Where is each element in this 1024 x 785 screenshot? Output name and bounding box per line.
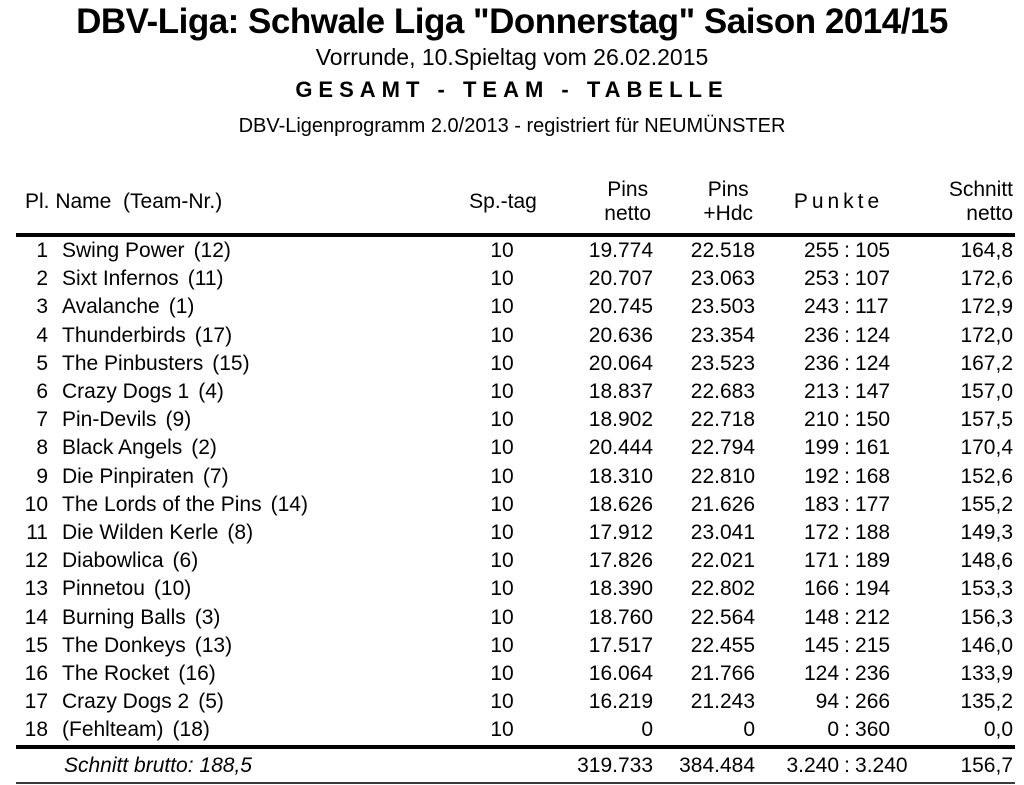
team-number: (8) [227, 521, 254, 545]
pins-hdc-cell: 22.564 [690, 605, 756, 629]
points-for: 236 [803, 351, 840, 375]
team-name: Swing Power [62, 239, 185, 262]
points-for: 192 [803, 464, 840, 488]
matchday-cell: 10 [490, 408, 514, 432]
average-netto-cell: 148,6 [960, 549, 1014, 573]
pins-hdc-cell: 23.063 [690, 267, 756, 291]
team-name-cell [52, 434, 442, 462]
pins-hdc-cell: 23.523 [690, 351, 756, 375]
matchday-cell: 10 [490, 605, 514, 629]
table-row [16, 660, 1015, 688]
rank-cell: 13 [24, 577, 48, 601]
team-name-cell [52, 463, 442, 491]
average-netto-cell: 172,9 [960, 295, 1014, 319]
points-against: 215 [855, 633, 891, 657]
pins-hdc-cell: 22.021 [690, 549, 756, 573]
team-name: Diabowlica [62, 549, 164, 573]
points-cell [760, 519, 905, 547]
points-separator: : [844, 267, 850, 291]
rank-cell: 17 [24, 690, 48, 714]
page-title: DBV-Liga: Schwale Liga "Donnerstag" Saison 2014/15 [76, 2, 948, 41]
pins-netto-cell: 17.826 [588, 549, 654, 573]
table-row [16, 378, 1015, 406]
pins-netto-cell: 20.745 [588, 295, 654, 319]
team-name: Crazy Dogs 1 [62, 380, 190, 404]
average-netto-cell: 172,0 [960, 323, 1014, 347]
team-number: (14) [270, 492, 308, 516]
pins-hdc-cell: 22.683 [690, 380, 756, 404]
pins-netto-cell: 19.774 [588, 239, 654, 262]
team-name-cell [52, 660, 442, 688]
team-name: Black Angels [62, 436, 183, 460]
points-against: 107 [855, 267, 891, 291]
rank-cell: 2 [36, 267, 48, 291]
points-separator: : [844, 351, 850, 375]
points-for: 253 [803, 267, 840, 291]
matchday-cell: 10 [490, 464, 514, 488]
pins-hdc-cell: 21.626 [690, 492, 756, 516]
matchday-cell: 10 [490, 295, 514, 319]
points-for: 183 [803, 492, 840, 516]
matchday-cell: 10 [490, 690, 514, 714]
points-cell [760, 265, 905, 293]
team-name-cell [52, 688, 442, 716]
column-header-place-name: Pl. Name (Team-Nr.) [16, 170, 442, 235]
points-separator: : [844, 380, 850, 404]
rank-cell: 12 [24, 549, 48, 573]
points-for: 236 [803, 323, 840, 347]
points-against: 124 [855, 323, 891, 347]
points-cell [760, 575, 905, 603]
pins-hdc-cell: 23.503 [690, 295, 756, 319]
team-number: (3) [194, 605, 221, 629]
column-header-matchday: Sp.-tag [442, 170, 552, 235]
points-cell [760, 406, 905, 434]
points-separator: : [844, 295, 850, 319]
team-number: (5) [198, 690, 224, 714]
total-points-against: 3.240 [855, 753, 908, 777]
average-netto-cell: 146,0 [960, 633, 1014, 657]
team-name-cell [52, 293, 442, 321]
table-row [16, 322, 1015, 350]
pins-netto-cell: 17.517 [588, 633, 654, 657]
pins-netto-cell: 17.912 [588, 521, 654, 545]
pins-netto-cell: 20.636 [588, 323, 654, 347]
pins-hdc-cell: 22.802 [690, 577, 756, 601]
points-separator: : [844, 239, 850, 262]
points-cell [760, 547, 905, 575]
table-body [16, 235, 1015, 747]
pins-netto-cell: 0 [552, 716, 657, 746]
matchday-cell: 10 [490, 492, 514, 516]
team-name-cell [52, 350, 442, 378]
points-for: 148 [803, 605, 840, 629]
table-row [16, 491, 1015, 519]
matchday-cell: 10 [490, 323, 514, 347]
team-name: Pinnetou [62, 577, 145, 601]
matchday-cell: 10 [490, 436, 514, 460]
points-separator: : [844, 549, 850, 573]
points-for: 94 [815, 690, 840, 714]
team-number: (7) [202, 464, 229, 488]
total-average-netto: 156,7 [905, 747, 1015, 783]
rank-cell: 16 [24, 662, 48, 686]
matchday-cell: 10 [490, 521, 514, 545]
team-name: Crazy Dogs 2 [62, 690, 190, 714]
team-number: (16) [178, 662, 216, 686]
team-name: Die Wilden Kerle [62, 521, 219, 545]
rank-cell: 11 [26, 521, 48, 545]
points-separator: : [844, 753, 850, 777]
points-separator: : [844, 464, 850, 488]
average-netto-cell: 157,5 [960, 408, 1014, 432]
pins-hdc-cell: 21.766 [690, 662, 756, 686]
average-netto-cell: 172,6 [960, 267, 1014, 291]
team-name-cell [52, 716, 442, 746]
pins-netto-cell: 16.219 [588, 690, 654, 714]
table-row [16, 235, 1015, 265]
table-header [16, 170, 1015, 235]
team-number: (12) [193, 239, 231, 262]
team-name: Avalanche [62, 295, 160, 319]
matchday-cell: 10 [490, 351, 514, 375]
pins-hdc-cell: 22.518 [690, 239, 756, 262]
points-separator: : [844, 436, 850, 460]
points-against: 150 [855, 408, 891, 432]
points-against: 194 [855, 577, 891, 601]
table-row [16, 463, 1015, 491]
pins-netto-cell: 18.310 [588, 464, 654, 488]
column-header-pins-netto: Pins netto [552, 170, 657, 235]
rank-cell: 9 [36, 464, 48, 488]
pins-hdc-cell: 0 [657, 716, 760, 746]
points-for: 243 [803, 295, 840, 319]
table-row [16, 519, 1015, 547]
team-name-cell [52, 406, 442, 434]
pins-hdc-cell: 21.243 [690, 690, 756, 714]
rank-cell: 4 [36, 323, 48, 347]
points-against: 212 [855, 605, 891, 629]
team-name-cell [52, 491, 442, 519]
rank-cell: 14 [24, 605, 48, 629]
rank-cell: 10 [24, 492, 48, 516]
team-number: (2) [191, 436, 217, 460]
points-cell [760, 293, 905, 321]
team-name-cell [52, 575, 442, 603]
table-footer [16, 747, 1015, 783]
table-header-row [16, 170, 1015, 235]
team-name: The Donkeys [62, 633, 186, 657]
table-row [16, 434, 1015, 462]
team-number: (17) [194, 323, 233, 347]
points-for: 171 [803, 549, 840, 573]
matchday-cell: 10 [490, 633, 514, 657]
league-table [16, 170, 1015, 784]
points-against: 188 [855, 521, 891, 545]
pins-netto-cell: 20.444 [588, 436, 654, 460]
table-row [16, 350, 1015, 378]
table-row [16, 547, 1015, 575]
team-name-cell [52, 378, 442, 406]
column-header-average-netto: Schnitt netto [905, 170, 1015, 235]
points-separator: : [844, 605, 850, 629]
average-netto-cell: 164,8 [960, 239, 1014, 262]
table-row [16, 688, 1015, 716]
points-against: 124 [855, 351, 891, 375]
team-number: (9) [165, 408, 192, 432]
team-name-cell [52, 604, 442, 632]
rank-cell: 1 [36, 239, 48, 262]
pins-netto-cell: 18.902 [588, 408, 654, 432]
points-against: 360 [855, 718, 891, 742]
team-name-cell [52, 322, 442, 350]
team-name-cell [52, 632, 442, 660]
pins-netto-cell: 18.837 [588, 380, 654, 404]
pins-hdc-cell: 22.455 [690, 633, 756, 657]
table-row [16, 604, 1015, 632]
table-row [16, 406, 1015, 434]
matchday-cell: 10 [490, 239, 514, 262]
average-netto-cell: 156,3 [960, 605, 1014, 629]
team-name: The Pinbusters [62, 351, 204, 375]
points-separator: : [844, 521, 850, 545]
average-netto-cell: 167,2 [960, 351, 1014, 375]
team-name: Sixt Infernos [62, 267, 179, 291]
average-netto-cell: 0,0 [905, 716, 1015, 746]
points-against: 266 [855, 690, 891, 714]
team-number: (13) [194, 633, 233, 657]
points-against: 177 [855, 492, 891, 516]
team-name: The Lords of the Pins [62, 492, 262, 516]
team-name-cell [52, 519, 442, 547]
program-info-line: DBV-Ligenprogramm 2.0/2013 - registriert für NEUMÜNSTER [238, 115, 786, 137]
points-cell [760, 604, 905, 632]
points-separator: : [844, 718, 850, 742]
pins-netto-cell: 20.064 [588, 351, 654, 375]
points-separator: : [844, 633, 850, 657]
total-pins-netto: 319.733 [552, 747, 657, 783]
table-row [16, 716, 1015, 746]
matchday-cell: 10 [490, 662, 514, 686]
matchday-cell: 10 [490, 380, 514, 404]
points-against: 147 [855, 380, 891, 404]
total-points [760, 747, 908, 783]
team-number: (6) [172, 549, 199, 573]
points-for: 210 [803, 408, 840, 432]
points-against: 161 [855, 436, 891, 460]
team-number: (18) [172, 718, 210, 742]
points-against: 168 [855, 464, 891, 488]
points-for: 145 [803, 633, 840, 657]
average-netto-cell: 157,0 [960, 380, 1014, 404]
table-row [16, 632, 1015, 660]
matchday-cell: 10 [490, 577, 514, 601]
team-number: (11) [187, 267, 224, 291]
pins-hdc-cell: 23.041 [690, 521, 756, 545]
total-points-for: 3.240 [786, 753, 840, 777]
pins-hdc-cell: 23.354 [690, 323, 756, 347]
rank-cell: 8 [36, 436, 48, 460]
points-for: 172 [803, 521, 840, 545]
average-netto-cell: 149,3 [960, 521, 1014, 545]
column-header-points: Punkte [760, 170, 905, 235]
points-against: 117 [855, 295, 889, 319]
pins-netto-cell: 16.064 [588, 662, 654, 686]
average-netto-cell: 133,9 [960, 662, 1014, 686]
points-for: 0 [827, 718, 840, 742]
team-name-cell [52, 265, 442, 293]
matchday-cell: 10 [490, 549, 514, 573]
team-name: Pin-Devils [62, 408, 157, 432]
team-name: Burning Balls [62, 605, 186, 629]
average-brutto-label: Schnitt brutto: 188,5 [16, 747, 552, 783]
pins-netto-cell: 18.760 [588, 605, 654, 629]
points-for: 166 [803, 577, 840, 601]
pins-netto-cell: 18.626 [588, 492, 654, 516]
points-separator: : [844, 577, 850, 601]
team-name: Thunderbirds [62, 323, 186, 347]
points-cell [760, 322, 905, 350]
team-name: Die Pinpiraten [62, 464, 194, 488]
average-netto-cell: 155,2 [960, 492, 1014, 516]
points-for: 124 [803, 662, 840, 686]
column-header-pins-hdc: Pins +Hdc [657, 170, 760, 235]
rank-cell: 18 [16, 716, 52, 746]
average-netto-cell: 135,2 [960, 690, 1014, 714]
matchday-cell: 10 [490, 267, 514, 291]
points-separator: : [844, 323, 850, 347]
matchday-cell: 10 [442, 716, 552, 746]
team-name-cell [52, 547, 442, 575]
rank-cell: 15 [24, 633, 48, 657]
section-title: GESAMT - TEAM - TABELLE [295, 77, 729, 102]
points-against: 105 [855, 239, 891, 262]
totals-row [16, 747, 1015, 783]
table-row [16, 265, 1015, 293]
points-cell [760, 688, 905, 716]
team-number: (1) [168, 295, 195, 319]
pins-hdc-cell: 22.810 [690, 464, 756, 488]
pins-netto-cell: 20.707 [588, 267, 654, 291]
points-separator: : [844, 690, 850, 714]
points-separator: : [844, 662, 850, 686]
points-for: 199 [803, 436, 840, 460]
rank-cell: 6 [36, 380, 48, 404]
page-subtitle: Vorrunde, 10.Spieltag vom 26.02.2015 [315, 44, 709, 70]
pins-hdc-cell: 22.718 [690, 408, 756, 432]
points-separator: : [844, 492, 850, 516]
team-number: (10) [153, 577, 192, 601]
team-name-cell [52, 235, 442, 265]
pins-hdc-cell: 22.794 [690, 436, 756, 460]
rank-cell: 5 [36, 351, 48, 375]
points-separator: : [844, 408, 850, 432]
team-number: (15) [212, 351, 250, 375]
team-name: The Rocket [62, 662, 170, 686]
rank-cell: 7 [36, 408, 48, 432]
points-against: 189 [855, 549, 891, 573]
points-for: 213 [803, 380, 840, 404]
points-cell [760, 491, 905, 519]
points-cell [760, 716, 905, 746]
team-name: (Fehlteam) [62, 718, 164, 742]
average-netto-cell: 170,4 [960, 436, 1014, 460]
total-pins-hdc: 384.484 [657, 747, 760, 783]
average-netto-cell: 152,6 [960, 464, 1014, 488]
average-netto-cell: 153,3 [960, 577, 1014, 601]
points-cell [760, 463, 905, 491]
points-for: 255 [803, 239, 840, 262]
points-cell [760, 350, 905, 378]
points-against: 236 [855, 662, 891, 686]
points-cell [760, 434, 905, 462]
rank-cell: 3 [36, 295, 48, 319]
points-cell [760, 660, 905, 688]
points-cell [760, 235, 905, 265]
pins-netto-cell: 18.390 [588, 577, 654, 601]
team-number: (4) [198, 380, 224, 404]
table-row [16, 293, 1015, 321]
points-cell [760, 632, 905, 660]
table-row [16, 575, 1015, 603]
points-cell [760, 378, 905, 406]
